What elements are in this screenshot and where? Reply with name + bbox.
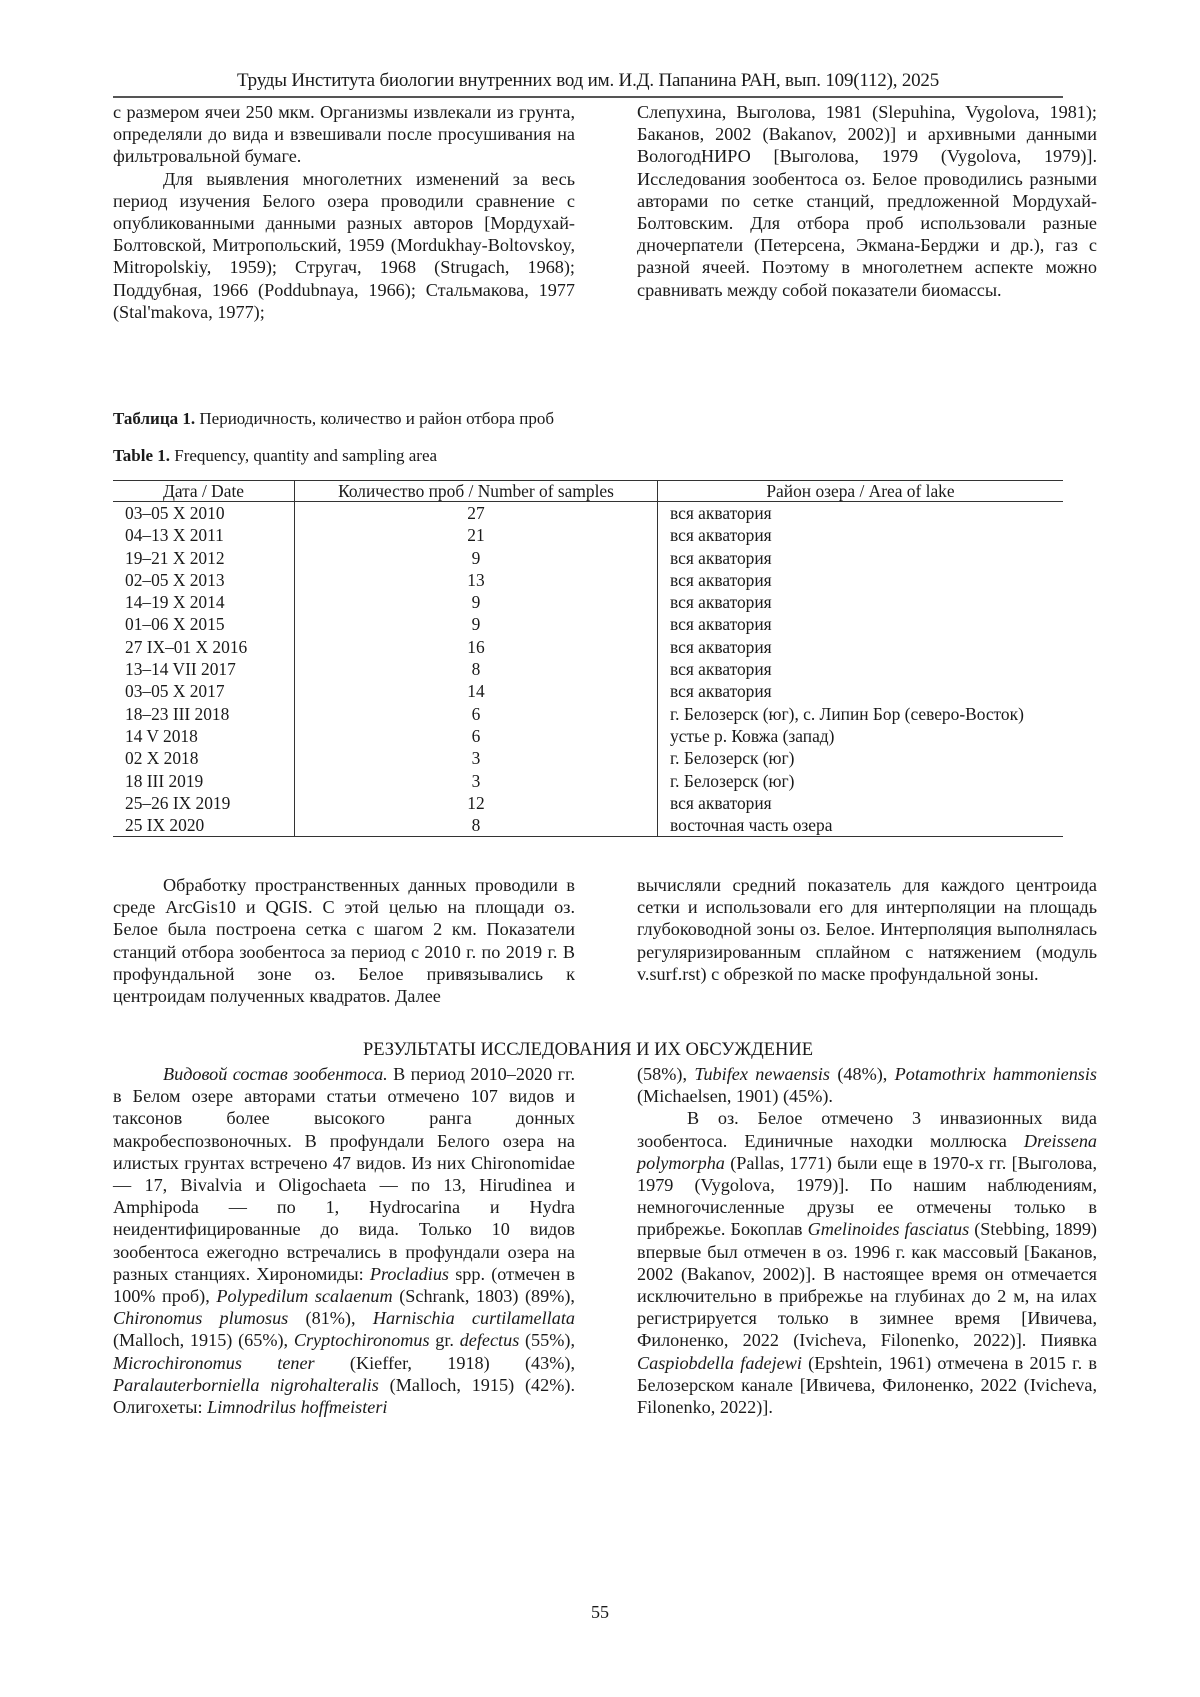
- paragraph: Для выявления многолетних изменений за весь период изучения Белого озера проводили сравнение с опубликованными данными разных авторов [Мордухай-Болтовской, Митропольский, 1959 (Mordukhay-Boltovskoy, Mitropolskiy, 1959); Стругач, 1968 (Strugach, 1968); Поддубная, 1966 (Poddubnaya, 1966); Стальмакова, 1977 (Stal'makova, 1977);: [113, 168, 575, 322]
- paragraph: Обработку пространственных данных проводили в среде ArcGis10 и QGIS. С этой целью на площади оз. Белое была построена сетка с шагом 2 км. Показатели станций отбора зообентоса за период с 2010 г. по 2019 г. В профундальной зоне оз. Белое привязывались к центроидам полученных квадратов. Далее: [113, 875, 575, 1007]
- cell-area: вся акватория: [670, 592, 772, 613]
- table-caption-text-ru: Периодичность, количество и район отбора проб: [195, 409, 554, 428]
- cell-area: вся акватория: [670, 614, 772, 635]
- cell-date: 27 IX–01 X 2016: [113, 636, 295, 658]
- cell-sample-count: 6: [295, 703, 658, 725]
- paragraph: [637, 1107, 1097, 1418]
- text-run: (58%),: [637, 1064, 695, 1084]
- text-run: (Michaelsen, 1901) (45%).: [637, 1086, 833, 1107]
- cell-date: 25 IX 2020: [113, 814, 295, 837]
- table-caption-ru: [113, 409, 554, 429]
- table-row: [113, 747, 1063, 769]
- cell-sample-count: 6: [295, 725, 658, 747]
- text-run: (Schrank, 1803) (89%),: [392, 1286, 575, 1307]
- column-header-samples: Количество проб / Number of samples: [295, 481, 658, 502]
- text-run: В оз. Белое отмечено 3 инвазионных вида зообентоса. Единичные находки моллюска: [637, 1108, 1097, 1151]
- species-name: Procladius: [369, 1263, 450, 1284]
- mid-right-column: [637, 874, 1097, 985]
- species-name: Polypedilum scalaenum: [216, 1286, 393, 1307]
- species-name: Paralauterborniella nigrohalteralis: [113, 1374, 379, 1395]
- cell-area: г. Белозерск (юг): [670, 770, 795, 791]
- table-label-ru: Таблица 1.: [113, 409, 196, 428]
- cell-area: устье р. Ковжа (запад): [670, 725, 835, 746]
- paragraph: с размером ячеи 250 мкм. Организмы извлекали из грунта, определяли до вида и взвешивали после просушивания на фильтровальной бумаге.: [113, 102, 575, 167]
- cell-sample-count: 27: [295, 502, 658, 525]
- table-header-row: [113, 481, 1063, 502]
- column-header-date: Дата / Date: [113, 481, 295, 502]
- cell-sample-count: 8: [295, 658, 658, 680]
- species-name: Limnodrilus hoffmeisteri: [207, 1397, 388, 1418]
- text-run: В период 2010–2020 гг. в Белом озере авторами статьи отмечено 107 видов и таксонов более высокого ранга донных макробеспозвоночных. В профундали Белого озера на илистых грунтах встречено 47 видов. Из них Chironomidae — 17, Bivalvia и Oligochaeta — по 13, Hirudinea и Amphipoda — по 1, Hydrocarina и Hydra неидентифицированные до вида. Только 10 видов зообентоса ежегодно встречались в профундали озера на разных станциях. Хирономиды:: [113, 1064, 575, 1284]
- text-run: (Stebbing, 1899) впервые был отмечен в оз. 1996 г. как массовый [Баканов, 2002 (Bakanov, 2002)]. В настоящее время он отмечается исключительно в прибрежье на глубинах до 2 м, на илах регистрируется только в зимнее время [Ивичева, Филоненко, 2022 (Ivicheva, Filonenko, 2022)]. Пиявка: [637, 1219, 1097, 1351]
- text-run: spp. (отмечен в 100% проб),: [113, 1263, 575, 1307]
- species-name: Cryptochironomus: [293, 1330, 430, 1351]
- table-label-en: Table 1.: [113, 446, 171, 465]
- text-run: (48%),: [830, 1064, 895, 1084]
- cell-date: 18 III 2019: [113, 770, 295, 792]
- cell-area: вся акватория: [670, 792, 772, 813]
- species-name: Potamothrix hammoniensis: [894, 1064, 1098, 1084]
- species-name: Tubifex newaensis: [694, 1064, 830, 1084]
- text-run: (Malloch, 1915) (42%). Олигохеты:: [113, 1374, 575, 1418]
- cell-date: 14 V 2018: [113, 725, 295, 747]
- species-name: Chironomus plumosus: [113, 1308, 289, 1329]
- cell-sample-count: 13: [295, 569, 658, 591]
- bottom-left-column: [113, 1063, 575, 1418]
- cell-sample-count: 9: [295, 547, 658, 569]
- text-run: (Pallas, 1771) были еще в 1970-х гг. [Выголова, 1979 (Vygolova, 1979)]. По нашим наблюдениям, немногочисленные друзы ее отмечены только в прибрежье. Бокоплав: [637, 1152, 1097, 1240]
- table-row: [113, 613, 1063, 635]
- cell-sample-count: 9: [295, 613, 658, 635]
- cell-area: вся акватория: [670, 569, 772, 590]
- table-row: [113, 792, 1063, 814]
- cell-date: 01–06 X 2015: [113, 613, 295, 635]
- cell-sample-count: 14: [295, 680, 658, 702]
- cell-area: вся акватория: [670, 681, 772, 702]
- species-name: Microchironomus tener: [113, 1352, 315, 1373]
- table-row: [113, 524, 1063, 546]
- table-body: [113, 502, 1063, 837]
- species-name: Dreissena polymorpha: [637, 1130, 1097, 1173]
- cell-area: восточная часть озера: [658, 814, 1064, 837]
- table-row: [113, 547, 1063, 569]
- cell-sample-count: 8: [295, 814, 658, 837]
- cell-sample-count: 9: [295, 591, 658, 613]
- species-name: defectus: [459, 1330, 520, 1351]
- text-run: (Kieffer, 1918) (43%),: [314, 1352, 575, 1373]
- species-name: Gmelinoides fasciatus: [807, 1219, 970, 1240]
- table-row: [113, 770, 1063, 792]
- paragraph: [113, 1063, 575, 1418]
- cell-area: г. Белозерск (юг): [670, 748, 795, 769]
- cell-date: 03–05 X 2010: [113, 502, 295, 525]
- text-run: (Epshtein, 1961) отмечена в 2015 г. в Белозерском канале [Ивичева, Филоненко, 2022 (Ivicheva, Filonenko, 2022)].: [637, 1352, 1097, 1418]
- table-row: [113, 658, 1063, 680]
- table-row: [113, 725, 1063, 747]
- cell-date: 02–05 X 2013: [113, 569, 295, 591]
- page-number: 55: [591, 1602, 609, 1622]
- running-header: Труды Института биологии внутренних вод им. И.Д. Папанина РАН, вып. 109(112), 2025: [236, 70, 940, 91]
- table-row: [113, 680, 1063, 702]
- cell-date: 13–14 VII 2017: [113, 658, 295, 680]
- cell-area: вся акватория: [670, 659, 772, 680]
- cell-sample-count: 16: [295, 636, 658, 658]
- cell-date: 04–13 X 2011: [113, 524, 295, 546]
- table-row: [113, 814, 1063, 837]
- text-run: (55%),: [519, 1330, 575, 1351]
- section-heading: РЕЗУЛЬТАТЫ ИССЛЕДОВАНИЯ И ИХ ОБСУЖДЕНИЕ: [362, 1040, 814, 1060]
- species-name: Harnischia curtilamellata: [372, 1308, 575, 1329]
- table-row: [113, 591, 1063, 613]
- cell-date: 18–23 III 2018: [113, 703, 295, 725]
- cell-date: 25–26 IX 2019: [113, 792, 295, 814]
- paragraph: [637, 1063, 1097, 1107]
- mid-left-column: [113, 874, 575, 1007]
- cell-sample-count: 3: [295, 747, 658, 769]
- cell-area: г. Белозерск (юг), с. Липин Бор (северо-Восток): [670, 703, 1024, 724]
- cell-sample-count: 12: [295, 792, 658, 814]
- cell-date: 14–19 X 2014: [113, 591, 295, 613]
- table-row: [113, 502, 1063, 525]
- cell-area: вся акватория: [670, 525, 772, 546]
- table-row: [113, 703, 1063, 725]
- header-divider: [113, 96, 1063, 98]
- cell-date: 19–21 X 2012: [113, 547, 295, 569]
- top-left-column: [113, 101, 575, 323]
- cell-area: вся акватория: [670, 503, 772, 523]
- text-run: (81%),: [288, 1308, 373, 1329]
- paragraph: вычисляли средний показатель для каждого центроида сетки и использовали его для интерполяции на площадь глубоководной зоны оз. Белое. Интерполяция выполнялась регуляризированным сплайном с натяжением (модуль v.surf.rst) с обрезкой по маске профундальной зоны.: [637, 875, 1097, 984]
- text-run: gr.: [429, 1330, 460, 1351]
- subsection-lead: Видовой состав зообентоса.: [163, 1064, 388, 1084]
- species-name: Caspiobdella fadejewi: [637, 1352, 802, 1373]
- table-caption-text-en: Frequency, quantity and sampling area: [170, 446, 438, 465]
- table-caption-en: [113, 446, 437, 466]
- table-row: [113, 569, 1063, 591]
- cell-area: вся акватория: [670, 636, 772, 657]
- sampling-table: [113, 480, 1063, 837]
- cell-sample-count: 3: [295, 770, 658, 792]
- table-row: [113, 636, 1063, 658]
- top-right-column: [637, 101, 1097, 301]
- cell-date: 03–05 X 2017: [113, 680, 295, 702]
- paragraph: Слепухина, Выголова, 1981 (Slepuhina, Vygolova, 1981); Баканов, 2002 (Bakanov, 2002)] и архивными данными ВологодНИРО [Выголова, 1979 (Vygolova, 1979)]. Исследования зообентоса оз. Белое проводились разными авторами по сетке станций, предложенной Мордухай-Болтовским. Для отбора проб использовали разные дночерпатели (Петерсена, Экмана-Берджи и др.), газ с разной ячеей. Поэтому в многолетнем аспекте можно сравнивать между собой показатели биомассы.: [637, 102, 1097, 300]
- cell-area: вся акватория: [670, 547, 772, 568]
- bottom-right-column: [637, 1063, 1097, 1418]
- cell-sample-count: 21: [295, 524, 658, 546]
- text-run: (Malloch, 1915) (65%),: [113, 1330, 294, 1351]
- cell-date: 02 X 2018: [113, 747, 295, 769]
- column-header-area: Район озера / Area of lake: [658, 481, 1064, 502]
